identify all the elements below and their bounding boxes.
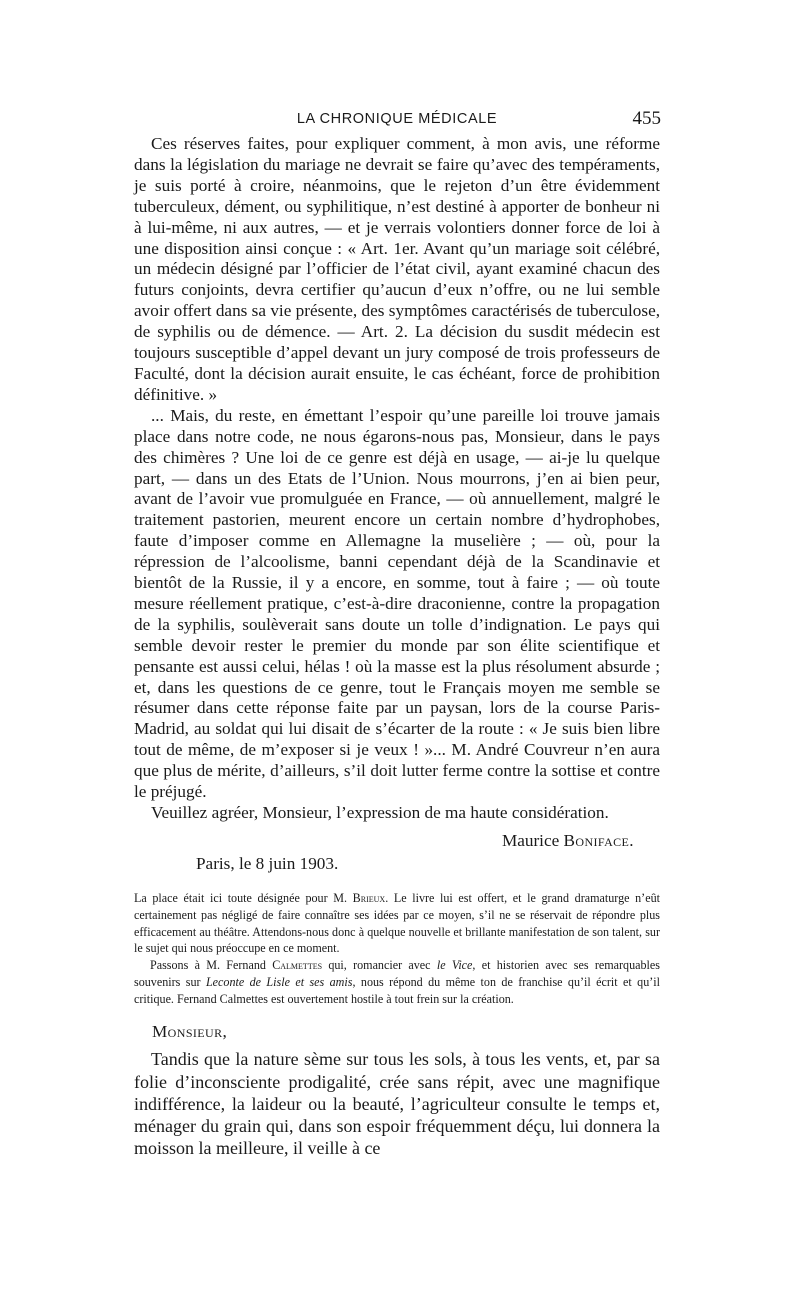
note-text: qui, romancier avec [328, 958, 431, 973]
note-text: , et historien avec ses remarquables souvenirs sur [134, 958, 660, 989]
note-text: . Le livre lui est offert, et le grand dramaturge n’eût certainement pas négligé de faire connaître ses idées par ce moyen, s’il ne se réservait de répondre plus efficacement au théâtre. Attendons-nous donc à quelque nouvelle et brillante manifestation de son talent, sur le sujet qui nous préoccupe en ce moment. [134, 890, 660, 956]
note-text: , nous répond du même ton de franchise qu’il écrit et qu’il critique. Fernand Calmettes est ouvertement hostile à tout frein sur la création. [134, 974, 660, 1006]
page-number: 455 [632, 108, 661, 129]
editor-note-paragraph [134, 890, 660, 957]
note-book-title: Leconte de Lisle et ses amis [205, 974, 353, 989]
running-head [137, 108, 661, 132]
letter-paragraph: ... Mais, du reste, en émettant l’espoir qu’une pareille loi trouve jamais place dans notre code, ne nous égarons-nous pas, Monsieur, dans le pays des chimères ? Une loi de ce genre est déjà en usage, — ai-je lu quelque part, — dans un des Etats de l’Union. Nous mourrons, j’en ai bien peur, avant de l’avoir vue promulguée en France, — où annuellement, malgré le traitement pastorien, meurent encore un certain nombre d’hydrophobes, faute d’imposer comme en Allemagne la muselière ; — où, pour la répression de l’alcoolisme, banni cependant déjà de la Scandinavie et bientôt de la Russie, il y a encore, en somme, tout à faire ; — où toute mesure réellement pratique, c’est-à-dire draconienne, contre la propagation de la syphilis, soulèverait sans doute un tolle d’indignation. Le pays qui semble devoir rester le premier du monde par son élite scientifique et pensante est aussi celui, hélas ! où la masse est la plus résolument absurde ; et, dans les questions de ce genre, tout le Français moyen me semble se résumer dans cette réponse faite par un paysan, lors de la course Paris-Madrid, au soldat qui lui disait de s’écarter de la route : « Je suis bien libre tout de même, de m’exposer si je veux ! »... M. André Couvreur n’en aura que plus de mérite, d’ailleurs, s’il doit lutter ferme contre la sottise et contre le préjugé. [134, 405, 660, 802]
dateline: Paris, le 8 juin 1903. [196, 853, 339, 873]
note-book-title: le Vice [436, 958, 473, 973]
letter-paragraph: Ces réserves faites, pour expliquer comment, à mon avis, une réforme dans la législation du mariage ne devrait se faire qu’avec des tempéraments, je suis porté à croire, néanmoins, que le rejeton d’un être évidemment tuberculeux, dément, ou syphilitique, n’est destiné à apporter de bonheur ni à lui-même, ni aux autres, — et je verrais volontiers donner force de loi à une disposition ainsi conçue : « Art. 1er. Avant qu’un mariage soit célébré, un médecin désigné par l’officier de l’état civil, ayant examiné chacun des futurs conjoints, devra certifier qu’aucun d’eux n’offre, ou ne lui semble avoir offert dans sa vie présente, des symptômes caractérisés de tuberculose, de syphilis ou de démence. — Art. 2. La décision du susdit médecin est toujours susceptible d’appel devant un jury composé de trois professeurs de Faculté, dont la décision aurait ensuite, le cas échéant, force de prohibition définitive. » [134, 134, 660, 404]
editor-note-paragraph [134, 957, 660, 1007]
note-author-name: Brieux [352, 890, 386, 905]
signature-last-name: Boniface. [563, 830, 634, 850]
note-text: La place était ici toute désignée pour M. [134, 890, 348, 905]
article-body [134, 134, 660, 1160]
journal-title: LA CHRONIQUE MÉDICALE [296, 111, 498, 127]
signature [134, 830, 634, 851]
second-letter [134, 1048, 660, 1159]
note-author-name: Calmettes [272, 958, 323, 973]
signature-first-name: Maurice [501, 830, 560, 850]
salutation: Monsieur, [152, 1022, 228, 1042]
letter-paragraph: Veuillez agréer, Monsieur, l’expression de ma haute considération. [151, 803, 609, 822]
note-text: Passons à M. Fernand [150, 958, 266, 973]
second-letter-paragraph: Tandis que la nature sème sur tous les sols, à tous les vents, et, par sa folie d’inconsciente prodigalité, crée sans répit, avec une magnifique indifférence, la laideur ou la beauté, l’agriculteur consulte le temps et, ménager du grain qui, dans son espoir fréquemment déçu, lui donnera la moisson la meilleure, il veille à ce [134, 1049, 660, 1159]
